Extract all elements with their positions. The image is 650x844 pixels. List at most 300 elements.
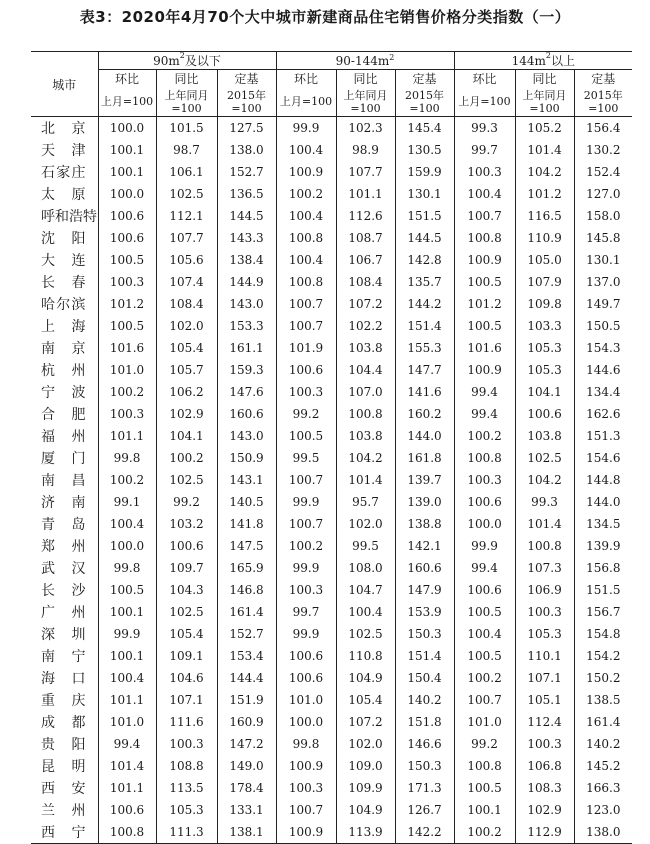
value-cell: 105.4 <box>156 623 217 645</box>
value-cell: 98.9 <box>336 139 395 161</box>
value-cell: 107.7 <box>336 161 395 183</box>
value-cell: 100.1 <box>98 601 156 623</box>
value-cell: 101.5 <box>156 117 217 140</box>
city-cell: 西安 <box>41 781 86 797</box>
value-cell: 150.3 <box>395 623 454 645</box>
table-row <box>31 227 632 249</box>
value-cell: 140.2 <box>395 689 454 711</box>
value-cell: 100.6 <box>98 799 156 821</box>
value-cell: 151.9 <box>217 689 276 711</box>
table-title: 表3：2020年4月70个大中城市新建商品住宅销售价格分类指数（一） <box>79 8 571 26</box>
table-row <box>31 381 632 403</box>
city-cell: 北京 <box>41 121 86 137</box>
value-cell: 100.0 <box>98 535 156 557</box>
value-cell: 99.5 <box>336 535 395 557</box>
value-cell: 100.6 <box>98 205 156 227</box>
value-cell: 147.2 <box>217 733 276 755</box>
table-row <box>31 469 632 491</box>
value-cell: 100.9 <box>276 161 336 183</box>
value-cell: 104.7 <box>336 579 395 601</box>
value-cell: 100.2 <box>276 183 336 205</box>
value-cell: 100.8 <box>454 447 515 469</box>
value-cell: 100.2 <box>454 821 515 844</box>
value-cell: 101.0 <box>276 689 336 711</box>
value-cell: 154.3 <box>574 337 632 359</box>
value-cell: 102.0 <box>156 315 217 337</box>
value-cell: 100.6 <box>454 491 515 513</box>
value-cell: 161.8 <box>395 447 454 469</box>
value-cell: 100.4 <box>454 623 515 645</box>
value-cell: 112.4 <box>515 711 574 733</box>
value-cell: 108.0 <box>336 557 395 579</box>
value-cell: 144.9 <box>217 271 276 293</box>
city-cell: 哈尔滨 <box>41 297 86 313</box>
value-cell: 98.7 <box>156 139 217 161</box>
value-cell: 100.5 <box>454 645 515 667</box>
table-row <box>31 799 632 821</box>
value-cell: 105.3 <box>515 359 574 381</box>
city-cell: 厦门 <box>41 451 86 467</box>
value-cell: 100.9 <box>276 755 336 777</box>
value-cell: 112.9 <box>515 821 574 844</box>
city-cell: 呼和浩特 <box>41 209 97 225</box>
value-cell: 138.5 <box>574 689 632 711</box>
value-cell: 100.1 <box>454 799 515 821</box>
value-cell: 145.8 <box>574 227 632 249</box>
value-cell: 100.0 <box>98 117 156 140</box>
value-cell: 116.5 <box>515 205 574 227</box>
value-cell: 100.5 <box>454 315 515 337</box>
value-cell: 155.3 <box>395 337 454 359</box>
value-cell: 101.2 <box>98 293 156 315</box>
value-cell: 100.8 <box>98 821 156 844</box>
value-cell: 127.0 <box>574 183 632 205</box>
value-cell: 134.4 <box>574 381 632 403</box>
value-cell: 100.4 <box>98 667 156 689</box>
value-cell: 150.3 <box>395 755 454 777</box>
value-cell: 99.3 <box>515 491 574 513</box>
value-cell: 100.1 <box>98 161 156 183</box>
value-cell: 110.1 <box>515 645 574 667</box>
value-cell: 99.8 <box>276 733 336 755</box>
value-cell: 107.4 <box>156 271 217 293</box>
sub-header-row <box>31 70 632 88</box>
value-cell: 154.8 <box>574 623 632 645</box>
value-cell: 150.5 <box>574 315 632 337</box>
city-cell: 昆明 <box>41 759 86 775</box>
table-row <box>31 403 632 425</box>
value-cell: 102.3 <box>336 117 395 140</box>
value-cell: 100.3 <box>156 733 217 755</box>
group-header-row <box>31 52 632 70</box>
value-cell: 100.0 <box>454 513 515 535</box>
value-cell: 151.3 <box>574 425 632 447</box>
value-cell: 101.0 <box>98 359 156 381</box>
value-cell: 178.4 <box>217 777 276 799</box>
base-header: 上月=100 <box>454 87 515 117</box>
value-cell: 108.8 <box>156 755 217 777</box>
value-cell: 139.9 <box>574 535 632 557</box>
value-cell: 153.3 <box>217 315 276 337</box>
value-cell: 103.8 <box>515 425 574 447</box>
value-cell: 109.0 <box>336 755 395 777</box>
value-cell: 144.8 <box>574 469 632 491</box>
city-cell: 长春 <box>41 275 86 291</box>
base-header: 上月=100 <box>276 87 336 117</box>
value-cell: 100.7 <box>454 205 515 227</box>
value-cell: 102.5 <box>515 447 574 469</box>
city-cell: 沈阳 <box>41 231 86 247</box>
value-cell: 101.6 <box>454 337 515 359</box>
value-cell: 102.9 <box>156 403 217 425</box>
value-cell: 100.6 <box>276 359 336 381</box>
value-cell: 145.4 <box>395 117 454 140</box>
value-cell: 103.8 <box>336 337 395 359</box>
value-cell: 102.0 <box>336 733 395 755</box>
value-cell: 100.4 <box>276 139 336 161</box>
value-cell: 100.3 <box>276 777 336 799</box>
table-row <box>31 271 632 293</box>
value-cell: 101.4 <box>336 469 395 491</box>
value-cell: 100.3 <box>454 161 515 183</box>
value-cell: 159.9 <box>395 161 454 183</box>
city-cell: 郑州 <box>41 539 86 555</box>
table-row <box>31 733 632 755</box>
value-cell: 106.7 <box>336 249 395 271</box>
city-cell: 海口 <box>41 671 86 687</box>
value-cell: 105.0 <box>515 249 574 271</box>
table-row <box>31 513 632 535</box>
value-cell: 112.1 <box>156 205 217 227</box>
value-cell: 100.6 <box>276 667 336 689</box>
value-cell: 105.3 <box>156 799 217 821</box>
value-cell: 107.1 <box>515 667 574 689</box>
value-cell: 99.1 <box>98 491 156 513</box>
value-cell: 99.9 <box>454 535 515 557</box>
value-cell: 127.5 <box>217 117 276 140</box>
value-cell: 100.5 <box>454 777 515 799</box>
value-cell: 100.3 <box>276 381 336 403</box>
table-row <box>31 447 632 469</box>
base-header: 上年同月=100 <box>336 87 395 117</box>
value-cell: 100.8 <box>276 227 336 249</box>
table-row <box>31 205 632 227</box>
table-row <box>31 359 632 381</box>
table-row <box>31 315 632 337</box>
value-cell: 100.4 <box>276 249 336 271</box>
group-header-large: $144m^2$以上 <box>454 52 632 70</box>
table-row <box>31 645 632 667</box>
value-cell: 150.2 <box>574 667 632 689</box>
value-cell: 140.5 <box>217 491 276 513</box>
value-cell: 151.4 <box>395 645 454 667</box>
value-cell: 101.0 <box>98 711 156 733</box>
value-cell: 100.7 <box>276 293 336 315</box>
value-cell: 100.4 <box>336 601 395 623</box>
value-cell: 108.7 <box>336 227 395 249</box>
value-cell: 152.7 <box>217 623 276 645</box>
value-cell: 100.8 <box>515 535 574 557</box>
sub-header-fixed: 定基 <box>574 70 632 88</box>
value-cell: 100.2 <box>98 469 156 491</box>
value-cell: 99.3 <box>454 117 515 140</box>
value-cell: 100.9 <box>454 249 515 271</box>
value-cell: 100.5 <box>98 249 156 271</box>
value-cell: 138.1 <box>217 821 276 844</box>
table-body <box>31 117 632 844</box>
value-cell: 165.9 <box>217 557 276 579</box>
value-cell: 100.9 <box>276 821 336 844</box>
value-cell: 104.1 <box>515 381 574 403</box>
value-cell: 107.0 <box>336 381 395 403</box>
value-cell: 100.0 <box>98 183 156 205</box>
sub-header-mom: 环比 <box>276 70 336 88</box>
value-cell: 141.6 <box>395 381 454 403</box>
table-row <box>31 601 632 623</box>
value-cell: 105.4 <box>336 689 395 711</box>
city-cell: 西宁 <box>31 821 98 844</box>
value-cell: 100.7 <box>454 689 515 711</box>
value-cell: 100.5 <box>98 315 156 337</box>
city-cell: 青岛 <box>41 517 86 533</box>
value-cell: 105.3 <box>515 623 574 645</box>
value-cell: 101.4 <box>515 139 574 161</box>
value-cell: 100.8 <box>336 403 395 425</box>
sub-header-yoy: 同比 <box>515 70 574 88</box>
value-cell: 149.7 <box>574 293 632 315</box>
value-cell: 105.2 <box>515 117 574 140</box>
value-cell: 156.4 <box>574 117 632 140</box>
value-cell: 104.3 <box>156 579 217 601</box>
value-cell: 100.3 <box>454 469 515 491</box>
value-cell: 100.5 <box>454 601 515 623</box>
value-cell: 100.0 <box>276 711 336 733</box>
city-cell: 福州 <box>41 429 86 445</box>
value-cell: 105.1 <box>515 689 574 711</box>
value-cell: 103.2 <box>156 513 217 535</box>
value-cell: 101.0 <box>454 711 515 733</box>
value-cell: 99.4 <box>454 381 515 403</box>
value-cell: 107.3 <box>515 557 574 579</box>
value-cell: 99.2 <box>156 491 217 513</box>
value-cell: 100.3 <box>515 733 574 755</box>
value-cell: 104.2 <box>515 469 574 491</box>
value-cell: 158.0 <box>574 205 632 227</box>
value-cell: 144.0 <box>574 491 632 513</box>
value-cell: 100.5 <box>454 271 515 293</box>
value-cell: 104.4 <box>336 359 395 381</box>
value-cell: 101.1 <box>98 777 156 799</box>
value-cell: 161.4 <box>217 601 276 623</box>
value-cell: 104.2 <box>515 161 574 183</box>
city-cell: 成都 <box>41 715 86 731</box>
city-cell: 贵阳 <box>41 737 86 753</box>
value-cell: 100.6 <box>156 535 217 557</box>
value-cell: 106.9 <box>515 579 574 601</box>
value-cell: 99.9 <box>276 623 336 645</box>
value-cell: 154.2 <box>574 645 632 667</box>
table-row <box>31 139 632 161</box>
table-row <box>31 249 632 271</box>
value-cell: 105.4 <box>156 337 217 359</box>
value-cell: 100.4 <box>98 513 156 535</box>
value-cell: 100.2 <box>98 381 156 403</box>
value-cell: 137.0 <box>574 271 632 293</box>
value-cell: 100.7 <box>276 513 336 535</box>
value-cell: 101.4 <box>98 755 156 777</box>
value-cell: 103.8 <box>336 425 395 447</box>
value-cell: 109.7 <box>156 557 217 579</box>
value-cell: 110.9 <box>515 227 574 249</box>
value-cell: 111.6 <box>156 711 217 733</box>
city-cell: 杭州 <box>41 363 86 379</box>
value-cell: 113.9 <box>336 821 395 844</box>
value-cell: 107.1 <box>156 689 217 711</box>
base-header: 上年同月=100 <box>515 87 574 117</box>
value-cell: 160.6 <box>395 557 454 579</box>
value-cell: 147.5 <box>217 535 276 557</box>
value-cell: 144.2 <box>395 293 454 315</box>
value-cell: 103.3 <box>515 315 574 337</box>
table-row <box>31 491 632 513</box>
value-cell: 151.4 <box>395 315 454 337</box>
table-row <box>31 535 632 557</box>
value-cell: 107.9 <box>515 271 574 293</box>
value-cell: 99.4 <box>454 557 515 579</box>
value-cell: 100.8 <box>276 271 336 293</box>
value-cell: 100.2 <box>454 425 515 447</box>
value-cell: 160.9 <box>217 711 276 733</box>
value-cell: 99.9 <box>276 117 336 140</box>
value-cell: 139.0 <box>395 491 454 513</box>
sub-header-fixed: 定基 <box>395 70 454 88</box>
value-cell: 101.1 <box>98 425 156 447</box>
value-cell: 104.2 <box>336 447 395 469</box>
table-row <box>31 689 632 711</box>
value-cell: 99.9 <box>276 557 336 579</box>
base-header: 2015年=100 <box>217 87 276 117</box>
value-cell: 100.9 <box>454 359 515 381</box>
value-cell: 152.7 <box>217 161 276 183</box>
value-cell: 146.6 <box>395 733 454 755</box>
city-cell: 深圳 <box>41 627 86 643</box>
value-cell: 108.4 <box>156 293 217 315</box>
value-cell: 105.3 <box>515 337 574 359</box>
value-cell: 140.2 <box>574 733 632 755</box>
value-cell: 102.5 <box>156 601 217 623</box>
value-cell: 100.3 <box>98 403 156 425</box>
value-cell: 104.9 <box>336 667 395 689</box>
value-cell: 102.0 <box>336 513 395 535</box>
value-cell: 100.8 <box>454 227 515 249</box>
value-cell: 139.7 <box>395 469 454 491</box>
value-cell: 110.8 <box>336 645 395 667</box>
value-cell: 100.4 <box>276 205 336 227</box>
value-cell: 100.1 <box>98 645 156 667</box>
table-row <box>31 161 632 183</box>
value-cell: 105.6 <box>156 249 217 271</box>
value-cell: 100.3 <box>98 271 156 293</box>
value-cell: 151.5 <box>574 579 632 601</box>
value-cell: 100.8 <box>454 755 515 777</box>
value-cell: 162.6 <box>574 403 632 425</box>
value-cell: 100.6 <box>98 227 156 249</box>
value-cell: 134.5 <box>574 513 632 535</box>
value-cell: 161.1 <box>217 337 276 359</box>
value-cell: 111.3 <box>156 821 217 844</box>
value-cell: 143.0 <box>217 293 276 315</box>
base-header: 2015年=100 <box>395 87 454 117</box>
value-cell: 138.0 <box>574 821 632 844</box>
table-row <box>31 183 632 205</box>
city-cell: 石家庄 <box>41 165 86 181</box>
value-cell: 143.1 <box>217 469 276 491</box>
value-cell: 112.6 <box>336 205 395 227</box>
value-cell: 102.5 <box>156 183 217 205</box>
city-cell: 南昌 <box>41 473 86 489</box>
value-cell: 166.3 <box>574 777 632 799</box>
city-column-header: 城市 <box>31 52 98 117</box>
value-cell: 138.8 <box>395 513 454 535</box>
value-cell: 104.6 <box>156 667 217 689</box>
value-cell: 99.4 <box>454 403 515 425</box>
value-cell: 161.4 <box>574 711 632 733</box>
value-cell: 102.5 <box>156 469 217 491</box>
value-cell: 160.2 <box>395 403 454 425</box>
value-cell: 153.4 <box>217 645 276 667</box>
value-cell: 144.5 <box>395 227 454 249</box>
group-header-small: $90m^2$及以下 <box>98 52 276 70</box>
value-cell: 130.5 <box>395 139 454 161</box>
value-cell: 144.6 <box>574 359 632 381</box>
table-row <box>31 623 632 645</box>
value-cell: 136.5 <box>217 183 276 205</box>
value-cell: 135.7 <box>395 271 454 293</box>
value-cell: 151.5 <box>395 205 454 227</box>
table-row <box>31 293 632 315</box>
value-cell: 146.8 <box>217 579 276 601</box>
value-cell: 144.5 <box>217 205 276 227</box>
value-cell: 99.7 <box>454 139 515 161</box>
value-cell: 100.1 <box>98 139 156 161</box>
city-cell: 大连 <box>41 253 86 269</box>
sub-header-mom: 环比 <box>454 70 515 88</box>
value-cell: 101.9 <box>276 337 336 359</box>
city-cell: 济南 <box>41 495 86 511</box>
table-row <box>31 117 632 140</box>
value-cell: 153.9 <box>395 601 454 623</box>
value-cell: 159.3 <box>217 359 276 381</box>
value-cell: 101.6 <box>98 337 156 359</box>
sub-header-yoy: 同比 <box>336 70 395 88</box>
value-cell: 100.7 <box>276 799 336 821</box>
city-cell: 重庆 <box>41 693 86 709</box>
city-cell: 上海 <box>41 319 86 335</box>
value-cell: 147.6 <box>217 381 276 403</box>
value-cell: 99.8 <box>98 447 156 469</box>
value-cell: 100.6 <box>454 579 515 601</box>
value-cell: 100.6 <box>515 403 574 425</box>
value-cell: 133.1 <box>217 799 276 821</box>
value-cell: 106.2 <box>156 381 217 403</box>
value-cell: 171.3 <box>395 777 454 799</box>
value-cell: 100.5 <box>98 579 156 601</box>
value-cell: 104.1 <box>156 425 217 447</box>
value-cell: 108.3 <box>515 777 574 799</box>
value-cell: 130.1 <box>395 183 454 205</box>
value-cell: 130.1 <box>574 249 632 271</box>
base-header-row <box>31 87 632 117</box>
